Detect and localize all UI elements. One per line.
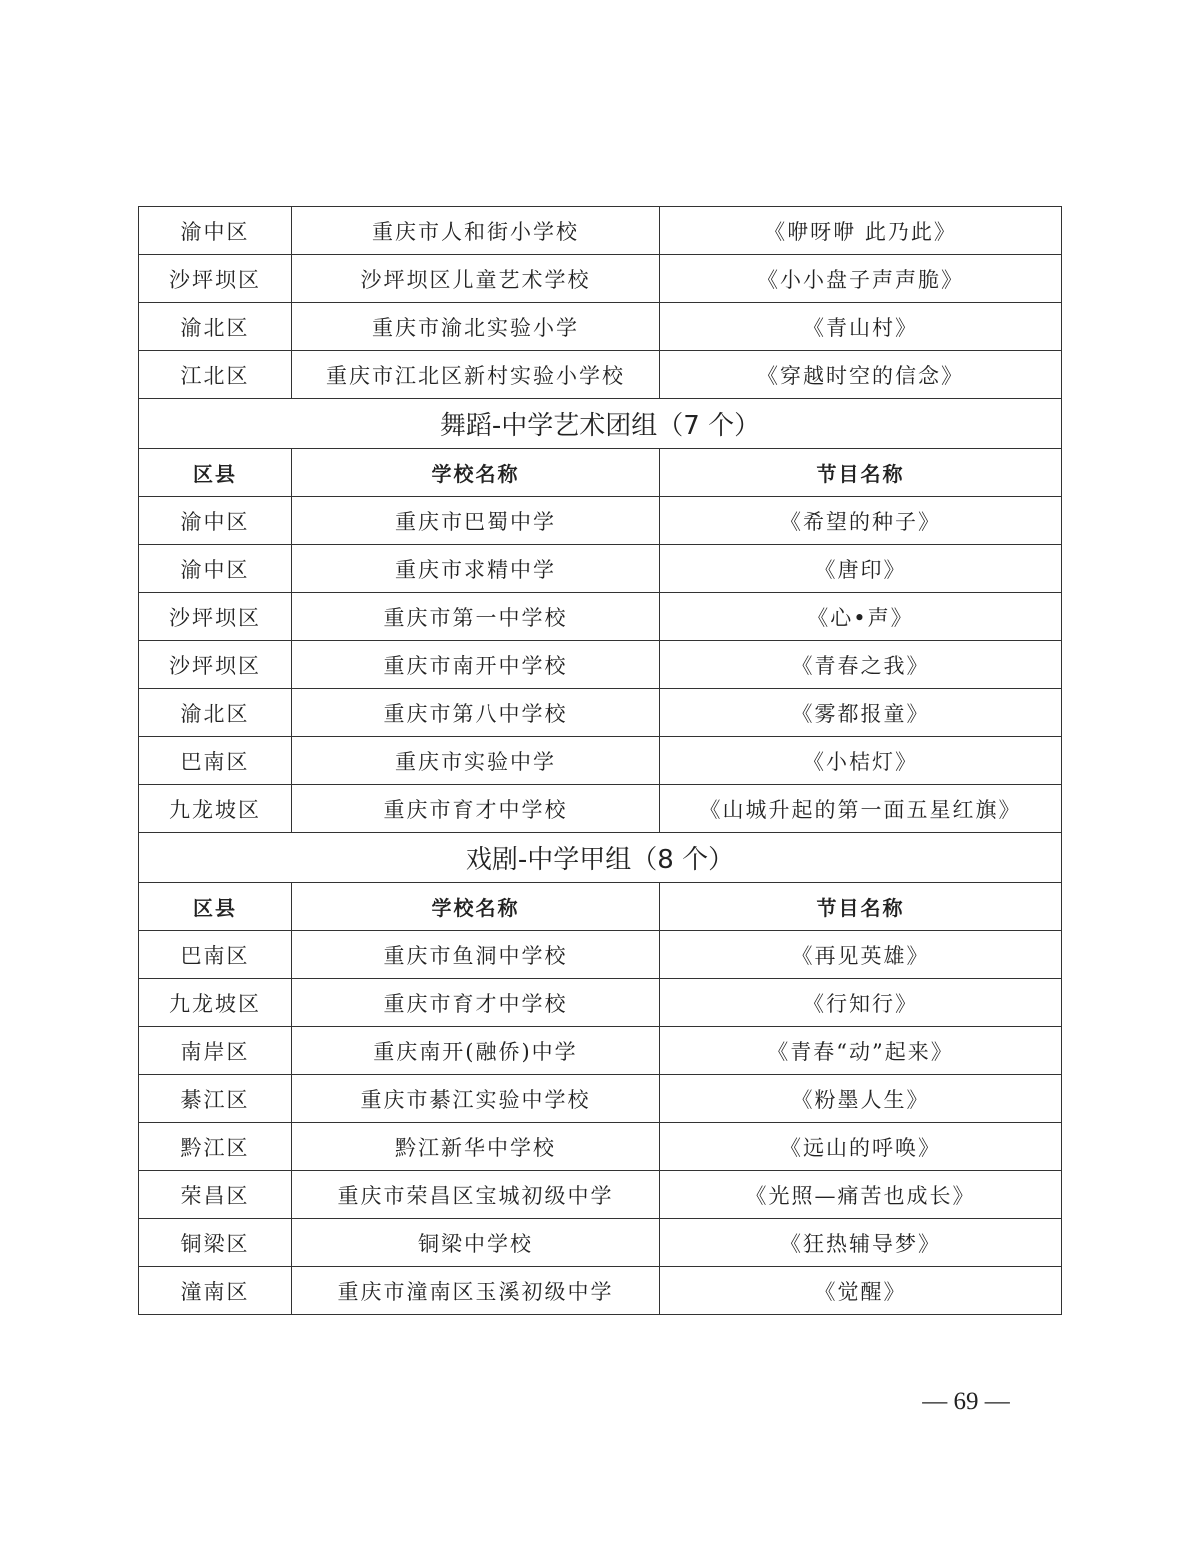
district-cell: 沙坪坝区 [139, 593, 292, 641]
program-cell: 《雾都报童》 [660, 689, 1062, 737]
program-cell: 《小小盘子声声脆》 [660, 255, 1062, 303]
program-cell: 《穿越时空的信念》 [660, 351, 1062, 399]
school-cell: 重庆市育才中学校 [292, 979, 660, 1027]
school-cell: 重庆市巴蜀中学 [292, 497, 660, 545]
header-school: 学校名称 [292, 449, 660, 497]
district-cell: 渝中区 [139, 497, 292, 545]
school-cell: 重庆市实验中学 [292, 737, 660, 785]
section-title: 舞蹈-中学艺术团组（7 个） [139, 399, 1062, 449]
table-row [139, 1171, 1062, 1219]
header-district: 区县 [139, 449, 292, 497]
program-cell: 《咿呀咿 此乃此》 [660, 207, 1062, 255]
school-cell: 重庆市渝北实验小学 [292, 303, 660, 351]
program-cell: 《青山村》 [660, 303, 1062, 351]
section-title: 戏剧-中学甲组（8 个） [139, 833, 1062, 883]
school-cell: 重庆市人和街小学校 [292, 207, 660, 255]
school-cell: 重庆市潼南区玉溪初级中学 [292, 1267, 660, 1315]
program-cell: 《希望的种子》 [660, 497, 1062, 545]
school-cell: 重庆市第八中学校 [292, 689, 660, 737]
program-cell: 《狂热辅导梦》 [660, 1219, 1062, 1267]
school-cell: 重庆市江北区新村实验小学校 [292, 351, 660, 399]
district-cell: 九龙坡区 [139, 785, 292, 833]
table-row [139, 931, 1062, 979]
school-cell: 重庆市荣昌区宝城初级中学 [292, 1171, 660, 1219]
program-cell: 《山城升起的第一面五星红旗》 [660, 785, 1062, 833]
district-cell: 沙坪坝区 [139, 641, 292, 689]
school-cell: 铜梁中学校 [292, 1219, 660, 1267]
header-school: 学校名称 [292, 883, 660, 931]
district-cell: 渝北区 [139, 689, 292, 737]
table-row [139, 255, 1062, 303]
table-row [139, 497, 1062, 545]
table-row [139, 641, 1062, 689]
header-row [139, 449, 1062, 497]
table-row [139, 1075, 1062, 1123]
school-cell: 重庆市育才中学校 [292, 785, 660, 833]
table-row [139, 785, 1062, 833]
program-cell: 《光照—痛苦也成长》 [660, 1171, 1062, 1219]
district-cell: 黔江区 [139, 1123, 292, 1171]
table-row [139, 207, 1062, 255]
program-cell: 《小桔灯》 [660, 737, 1062, 785]
program-cell: 《唐印》 [660, 545, 1062, 593]
program-cell: 《远山的呼唤》 [660, 1123, 1062, 1171]
table-row [139, 593, 1062, 641]
header-district: 区县 [139, 883, 292, 931]
school-cell: 重庆市南开中学校 [292, 641, 660, 689]
district-cell: 渝中区 [139, 545, 292, 593]
program-cell: 《青春“动”起来》 [660, 1027, 1062, 1075]
table-row [139, 689, 1062, 737]
table-row [139, 351, 1062, 399]
district-cell: 沙坪坝区 [139, 255, 292, 303]
program-cell: 《觉醒》 [660, 1267, 1062, 1315]
school-cell: 重庆市鱼洞中学校 [292, 931, 660, 979]
table-row [139, 1219, 1062, 1267]
school-cell: 重庆市第一中学校 [292, 593, 660, 641]
school-cell: 重庆市求精中学 [292, 545, 660, 593]
district-cell: 南岸区 [139, 1027, 292, 1075]
district-cell: 潼南区 [139, 1267, 292, 1315]
program-cell: 《心•声》 [660, 593, 1062, 641]
district-cell: 渝中区 [139, 207, 292, 255]
header-row [139, 883, 1062, 931]
section-title-row [139, 399, 1062, 449]
school-cell: 重庆市綦江实验中学校 [292, 1075, 660, 1123]
district-cell: 铜梁区 [139, 1219, 292, 1267]
district-cell: 渝北区 [139, 303, 292, 351]
program-cell: 《青春之我》 [660, 641, 1062, 689]
table-row [139, 303, 1062, 351]
school-cell: 沙坪坝区儿童艺术学校 [292, 255, 660, 303]
table-row [139, 979, 1062, 1027]
district-cell: 荣昌区 [139, 1171, 292, 1219]
program-cell: 《再见英雄》 [660, 931, 1062, 979]
header-program: 节目名称 [660, 883, 1062, 931]
program-cell: 《行知行》 [660, 979, 1062, 1027]
district-cell: 巴南区 [139, 931, 292, 979]
district-cell: 九龙坡区 [139, 979, 292, 1027]
page-number: — 69 — [922, 1388, 1010, 1415]
table-row [139, 545, 1062, 593]
section-title-row [139, 833, 1062, 883]
school-cell: 黔江新华中学校 [292, 1123, 660, 1171]
award-list-table [138, 206, 1062, 1315]
district-cell: 江北区 [139, 351, 292, 399]
school-cell: 重庆南开(融侨)中学 [292, 1027, 660, 1075]
table-row [139, 1123, 1062, 1171]
table-row [139, 1027, 1062, 1075]
table-row [139, 1267, 1062, 1315]
header-program: 节目名称 [660, 449, 1062, 497]
district-cell: 綦江区 [139, 1075, 292, 1123]
table-row [139, 737, 1062, 785]
district-cell: 巴南区 [139, 737, 292, 785]
program-cell: 《粉墨人生》 [660, 1075, 1062, 1123]
